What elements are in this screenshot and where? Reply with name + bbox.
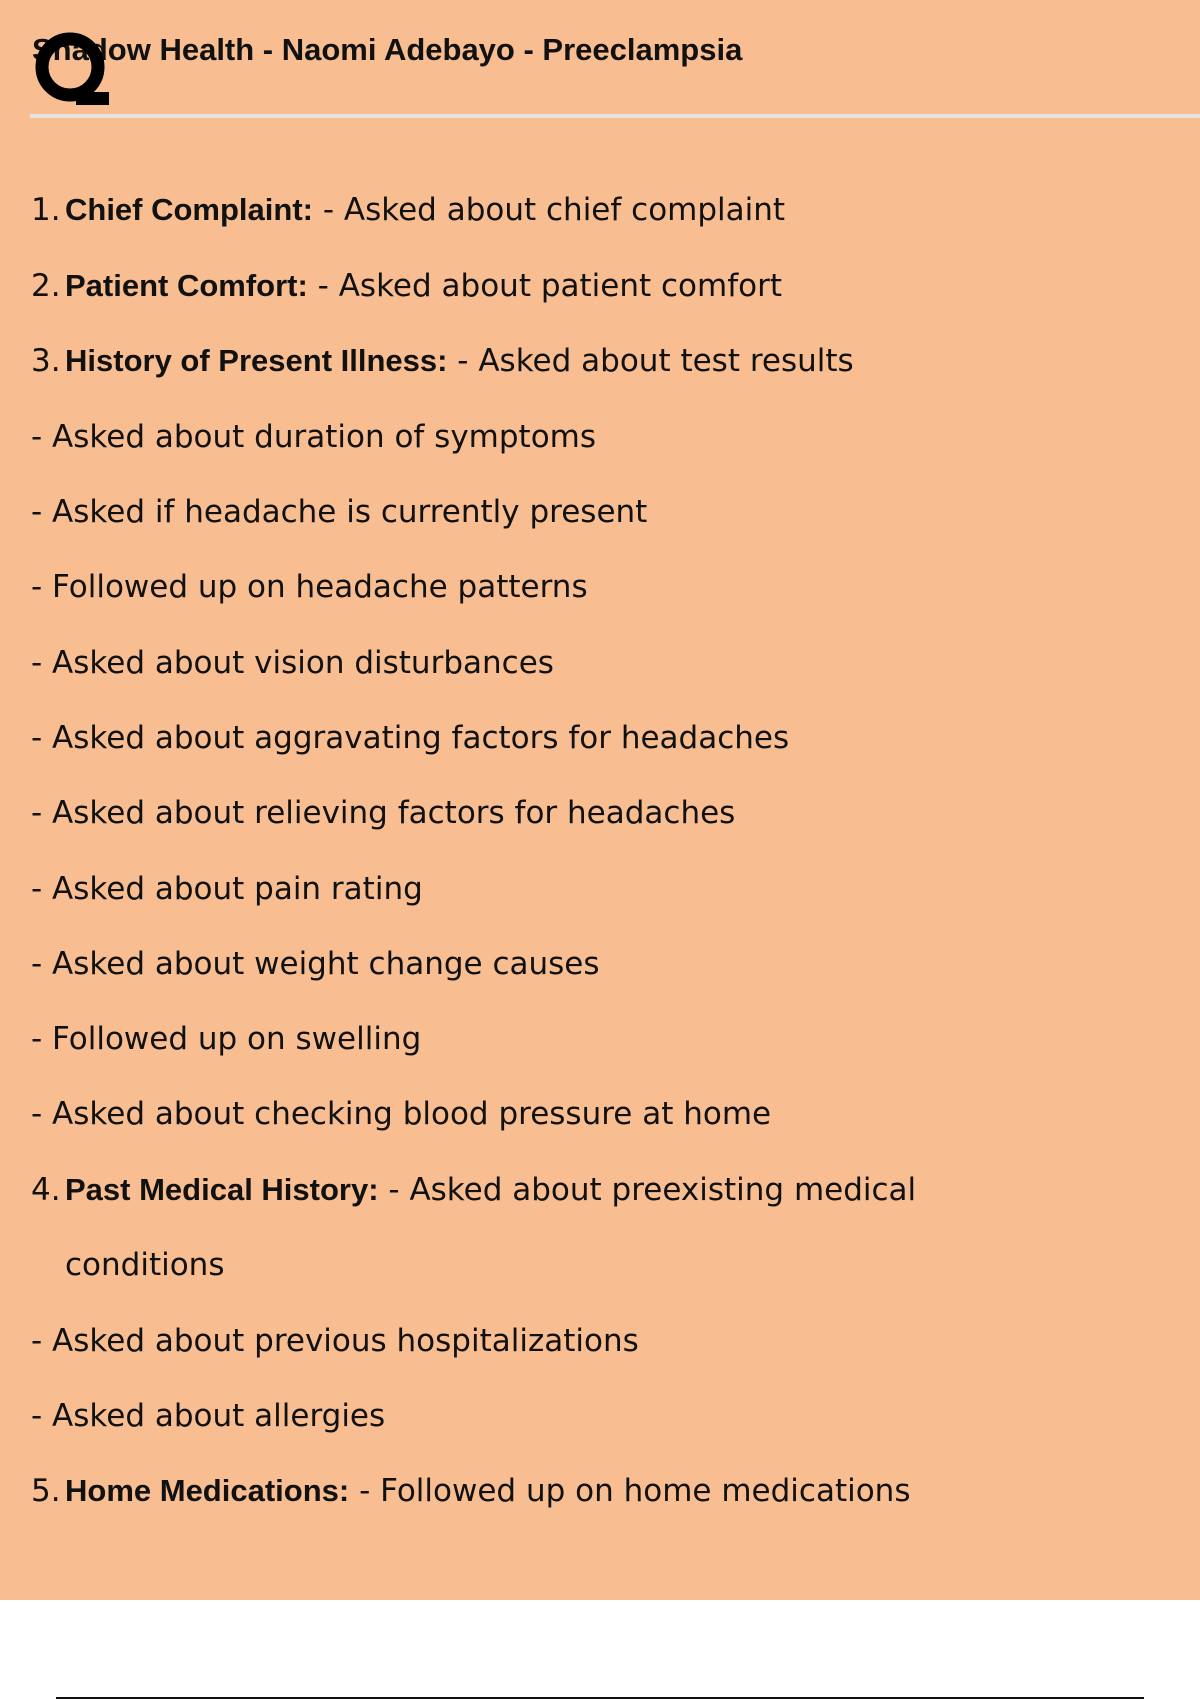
- section-text: - Asked about chief complaint: [313, 192, 786, 228]
- section-past-medical-history: [31, 1170, 916, 1210]
- section-text: - Followed up on home medications: [349, 1473, 911, 1509]
- section-text: - Asked about preexisting medical: [378, 1172, 917, 1208]
- list-item: - Asked about vision disturbances: [31, 645, 554, 681]
- section-number: 5.: [31, 1473, 61, 1509]
- section-history-present-illness: [31, 341, 854, 381]
- list-item: - Asked about previous hospitalizations: [31, 1323, 639, 1359]
- section-chief-complaint: [31, 190, 785, 230]
- list-item: - Asked about allergies: [31, 1398, 386, 1434]
- section-text: - Asked about test results: [447, 343, 854, 379]
- list-item: - Asked about weight change causes: [31, 946, 600, 982]
- section-heading: Past Medical History:: [65, 1172, 379, 1207]
- section-heading: Chief Complaint:: [65, 192, 313, 227]
- section-heading: Patient Comfort:: [65, 268, 308, 303]
- section-text: - Asked about patient comfort: [307, 268, 782, 304]
- list-item: - Followed up on headache patterns: [31, 569, 588, 605]
- list-item: - Asked about relieving factors for headaches: [31, 795, 736, 831]
- list-item: - Asked about pain rating: [31, 871, 423, 907]
- page-bottom-divider: [56, 1697, 1144, 1699]
- document-header: [32, 28, 1200, 118]
- section-number: 4.: [31, 1172, 61, 1208]
- section-number: 3.: [31, 343, 61, 379]
- section-heading: History of Present Illness:: [65, 343, 448, 378]
- section-continuation: conditions: [65, 1247, 225, 1283]
- section-number: 2.: [31, 268, 61, 304]
- document-title: Shadow Health - Naomi Adebayo - Preeclampsia: [32, 32, 743, 67]
- list-item: - Asked if headache is currently present: [31, 494, 648, 530]
- section-home-medications: [31, 1471, 910, 1511]
- list-item: - Asked about aggravating factors for headaches: [31, 720, 790, 756]
- section-patient-comfort: [31, 266, 782, 306]
- header-divider: [30, 114, 1200, 118]
- list-item: - Asked about duration of symptoms: [31, 419, 597, 455]
- section-number: 1.: [31, 192, 61, 228]
- magnifier-q-icon: [32, 30, 112, 110]
- section-heading: Home Medications:: [65, 1473, 350, 1508]
- list-item: - Asked about checking blood pressure at home: [31, 1096, 772, 1132]
- list-item: - Followed up on swelling: [31, 1021, 422, 1057]
